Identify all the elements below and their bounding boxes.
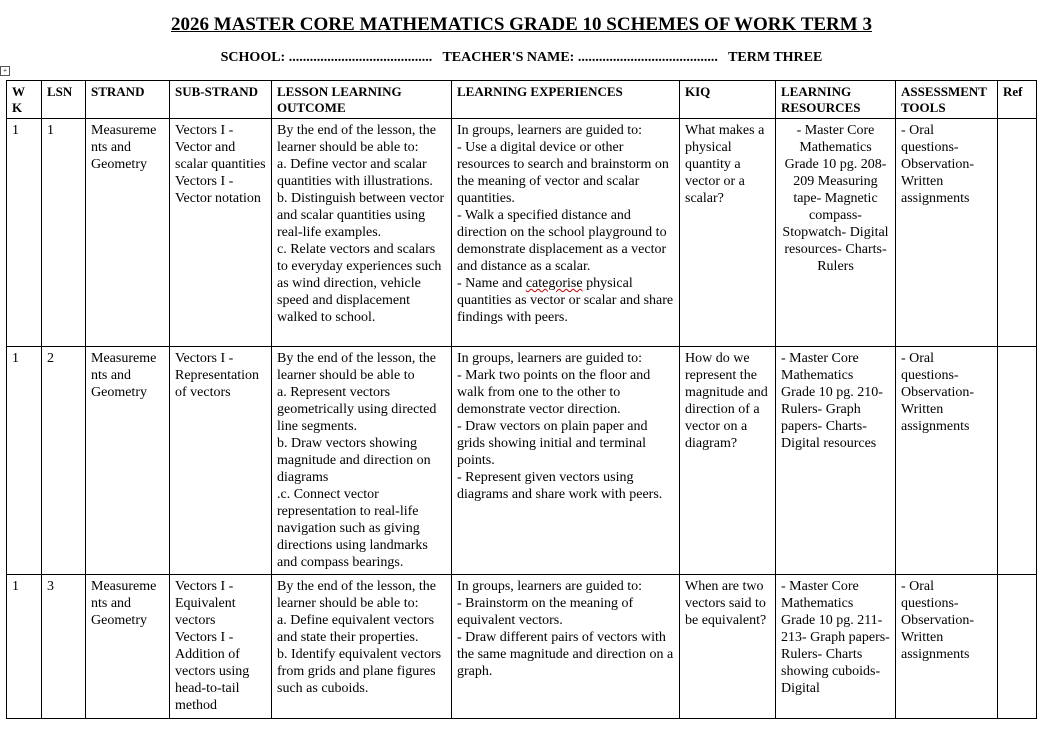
header-outcome: LESSON LEARNING OUTCOME: [272, 81, 452, 119]
outcome-line: a. Represent vectors geometrically using directed line segments.: [277, 385, 437, 434]
header-ref: Ref: [998, 81, 1037, 119]
cell-lsn: 3: [42, 575, 86, 719]
sub-strand-line: Vectors I - Vector and scalar quantities: [175, 123, 266, 172]
cell-ref: [998, 119, 1037, 347]
table-row: [7, 347, 1037, 575]
sub-strand-line: Vectors I - Addition of vectors using head-to-tail method: [175, 630, 250, 713]
table-move-handle-icon[interactable]: +: [0, 66, 10, 76]
cell-experiences: [452, 575, 680, 719]
cell-assessment: - Oral questions- Observation- Written assignments: [896, 347, 998, 575]
cell-kiq: How do we represent the magnitude and direction of a vector on a diagram?: [680, 347, 776, 575]
outcome-line: b. Identify equivalent vectors from grids and plane figures such as cuboids.: [277, 647, 442, 696]
header-strand: STRAND: [86, 81, 170, 119]
cell-sub-strand: [170, 347, 272, 575]
outcome-line: .c. Connect vector representation to real-life navigation such as giving directions using landmarks and compass bearings.: [277, 487, 428, 570]
cell-sub-strand: [170, 119, 272, 347]
experience-line: - Brainstorm on the meaning of equivalent vectors.: [457, 596, 634, 628]
header-assessment: ASSESSMENT TOOLS: [896, 81, 998, 119]
sub-strand-line: Vectors I - Equivalent vectors: [175, 579, 236, 628]
cell-resources: - Master Core Mathematics Grade 10 pg. 210- Rulers- Graph papers- Charts- Digital resources: [776, 347, 896, 575]
sub-strand-line: Vectors I - Vector notation: [175, 174, 261, 206]
outcome-line: b. Distinguish between vector and scalar quantities using real-life examples.: [277, 191, 445, 240]
experience-line: [457, 275, 674, 326]
subheader-line: [0, 50, 1043, 66]
cell-resources: - Master Core Mathematics Grade 10 pg. 208-209 Measuring tape- Magnetic compass- Stopwatch- Digital resources- Charts- Rulers: [776, 119, 896, 347]
teacher-name-label: TEACHER'S NAME: ........................................: [442, 50, 718, 65]
outcome-line: By the end of the lesson, the learner should be able to: [277, 351, 437, 383]
cell-wk: 1: [7, 347, 42, 575]
cell-kiq: When are two vectors said to be equivalent?: [680, 575, 776, 719]
experience-line: In groups, learners are guided to:: [457, 351, 643, 366]
experience-text: - Name and: [457, 276, 526, 291]
cell-wk: 1: [7, 119, 42, 347]
header-resources: LEARNING RESOURCES: [776, 81, 896, 119]
header-lsn: LSN: [42, 81, 86, 119]
cell-sub-strand: [170, 575, 272, 719]
outcome-line: c. Relate vectors and scalars to everyday experiences such as wind direction, vehicle speed and displacement walked to school.: [277, 242, 442, 325]
scheme-of-work-table: [6, 80, 1037, 719]
experience-line: - Use a digital device or other resources to search and brainstorm on the meaning of vector and scalar quantities.: [457, 140, 669, 206]
table-row: [7, 119, 1037, 347]
header-wk: W K: [7, 81, 42, 119]
table-row: [7, 575, 1037, 719]
page-title: 2026 MASTER CORE MATHEMATICS GRADE 10 SCHEMES OF WORK TERM 3: [171, 14, 872, 35]
outcome-line: a. Define equivalent vectors and state their properties.: [277, 613, 435, 645]
experience-line: - Represent given vectors using diagrams and share work with peers.: [457, 470, 663, 502]
outcome-line: By the end of the lesson, the learner should be able to:: [277, 123, 437, 155]
outcome-line: By the end of the lesson, the learner should be able to:: [277, 579, 437, 611]
experience-line: - Draw vectors on plain paper and grids showing initial and terminal points.: [457, 419, 648, 468]
cell-resources: - Master Core Mathematics Grade 10 pg. 211-213- Graph papers- Rulers- Charts showing cuboids- Digital: [776, 575, 896, 719]
cell-lsn: 2: [42, 347, 86, 575]
experience-line: In groups, learners are guided to:: [457, 579, 643, 594]
table-header-row: [7, 81, 1037, 119]
cell-experiences: [452, 347, 680, 575]
cell-outcome: [272, 119, 452, 347]
experience-line: - Walk a specified distance and direction on the school playground to demonstrate displacement as a vector and distance as a scalar.: [457, 208, 667, 274]
cell-assessment: - Oral questions- Observation- Written assignments: [896, 575, 998, 719]
header-experiences: LEARNING EXPERIENCES: [452, 81, 680, 119]
experience-line: - Draw different pairs of vectors with the same magnitude and direction on a graph.: [457, 630, 674, 679]
header-sub-strand: SUB-STRAND: [170, 81, 272, 119]
cell-strand: Measureme nts and Geometry: [86, 119, 170, 347]
cell-experiences: [452, 119, 680, 347]
cell-ref: [998, 575, 1037, 719]
misspelled-word[interactable]: categorise: [525, 276, 583, 291]
cell-strand: Measureme nts and Geometry: [86, 575, 170, 719]
cell-outcome: [272, 575, 452, 719]
school-label: SCHOOL: .........................................: [220, 50, 433, 65]
sub-strand-line: Vectors I - Representation of vectors: [175, 351, 259, 400]
cell-lsn: 1: [42, 119, 86, 347]
experience-line: In groups, learners are guided to:: [457, 123, 643, 138]
experience-text: physical quantities as vector or scalar and share findings with peers.: [457, 276, 674, 325]
cell-kiq: What makes a physical quantity a vector or a scalar?: [680, 119, 776, 347]
cell-outcome: [272, 347, 452, 575]
cell-strand: Measureme nts and Geometry: [86, 347, 170, 575]
outcome-line: a. Define vector and scalar quantities with illustrations.: [277, 157, 433, 189]
term-label: TERM THREE: [728, 50, 823, 65]
cell-ref: [998, 347, 1037, 575]
cell-assessment: - Oral questions- Observation- Written assignments: [896, 119, 998, 347]
experience-line: - Mark two points on the floor and walk from one to the other to demonstrate vector direction.: [457, 368, 651, 417]
outcome-line: b. Draw vectors showing magnitude and direction on diagrams: [277, 436, 431, 485]
cell-wk: 1: [7, 575, 42, 719]
header-kiq: KIQ: [680, 81, 776, 119]
